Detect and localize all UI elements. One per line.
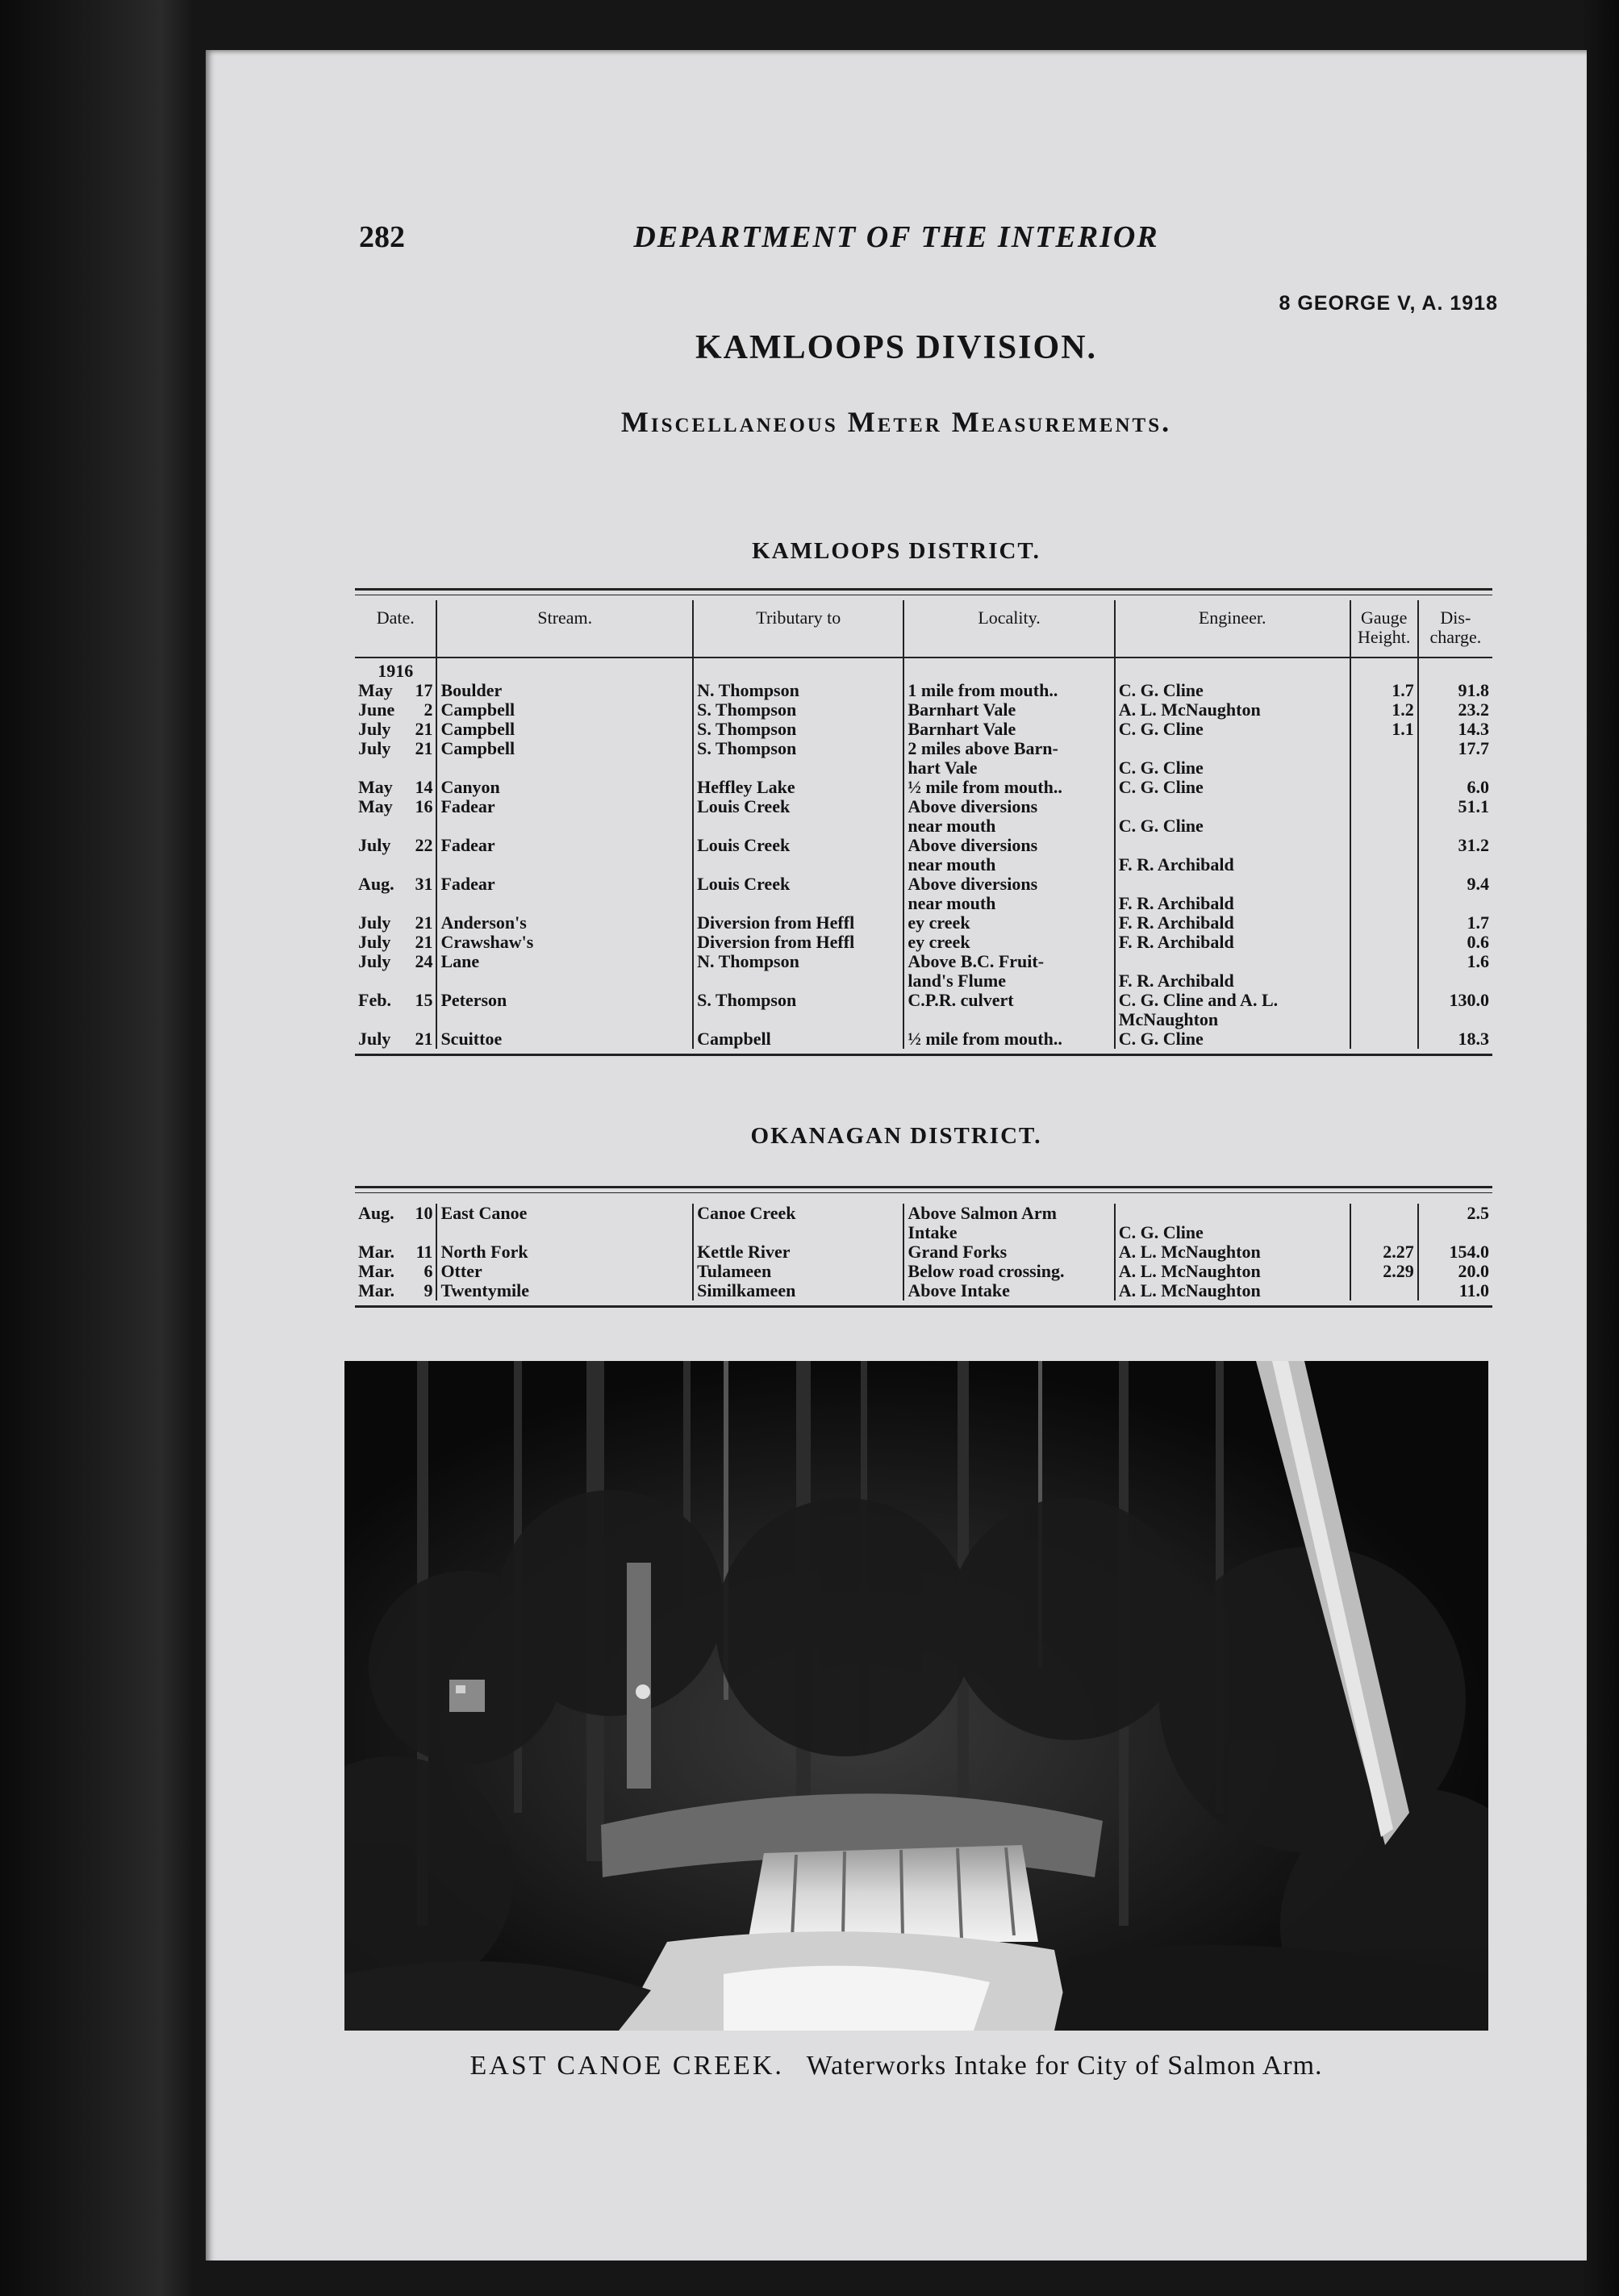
kamloops.rows.7.locality-line: Above diversions <box>908 874 1038 894</box>
kamloops.rows.3.locality-line: 2 miles above Barn- <box>908 738 1058 758</box>
column-header-date: Date. <box>355 600 436 657</box>
discharge-value: 130.0 <box>1418 991 1492 1029</box>
kamloops.rows.10.locality-line: Above B.C. Fruit- <box>908 951 1045 971</box>
gauge-height <box>1350 1029 1418 1049</box>
kamloops.rows.8.engineer-line: F. R. Archibald <box>1118 912 1234 933</box>
stream-name: East Canoe <box>436 1204 693 1242</box>
locality-cell <box>903 1029 1114 1049</box>
running-title: DEPARTMENT OF THE INTERIOR <box>633 220 1159 254</box>
locality-cell <box>903 797 1114 836</box>
kamloops-measurements-table <box>355 600 1492 1049</box>
date-month: Mar. <box>358 1242 395 1262</box>
measurement-row <box>355 700 1492 720</box>
measurement-row <box>355 1262 1492 1281</box>
date-day: 21 <box>415 932 433 952</box>
kamloops.rows.7.engineer-line <box>1119 875 1346 894</box>
measurement-row <box>355 739 1492 778</box>
tributary-to: S. Thompson <box>693 720 903 739</box>
engineer-cell <box>1115 1262 1350 1281</box>
tributary-to: Louis Creek <box>693 875 903 913</box>
stream-name: Fadear <box>436 836 693 875</box>
year-row <box>355 657 1492 681</box>
date-month: July <box>358 951 391 971</box>
tributary-to: Kettle River <box>693 1242 903 1262</box>
kamloops.rows.12.engineer-line: C. G. Cline <box>1118 1029 1204 1049</box>
locality-cell <box>903 681 1114 700</box>
locality-cell <box>903 1262 1114 1281</box>
date-month: July <box>358 835 391 855</box>
kamloops.rows.6.engineer-line <box>1119 836 1346 855</box>
locality-cell <box>903 1242 1114 1262</box>
date-day: 2 <box>424 699 433 720</box>
date-day: 10 <box>415 1203 433 1223</box>
discharge-value: 1.7 <box>1418 913 1492 933</box>
date-month: July <box>358 738 391 758</box>
gauge-height: 2.29 <box>1350 1262 1418 1281</box>
gauge-height <box>1350 797 1418 836</box>
date-month: July <box>358 719 391 739</box>
kamloops.rows.5.locality-line: Above diversions <box>908 796 1038 816</box>
tributary-to: S. Thompson <box>693 991 903 1029</box>
engineer-cell <box>1115 720 1350 739</box>
gauge-height <box>1350 952 1418 991</box>
date-month: Feb. <box>358 990 391 1010</box>
stream-name: Campbell <box>436 739 693 778</box>
kamloops.rows.7.engineer-line: F. R. Archibald <box>1118 893 1234 913</box>
document-page <box>206 50 1587 2261</box>
kamloops.rows.3.locality-line: hart Vale <box>908 758 978 778</box>
photograph-east-canoe-creek <box>344 1361 1488 2031</box>
year-label: 1916 <box>378 661 414 681</box>
okanagan-top-rule-thin <box>355 1192 1492 1193</box>
caption-text: Waterworks Intake for City of Salmon Arm. <box>806 2051 1323 2081</box>
tributary-to: Louis Creek <box>693 836 903 875</box>
date-month: July <box>358 912 391 933</box>
engineer-cell <box>1115 700 1350 720</box>
discharge-value: 17.7 <box>1418 739 1492 778</box>
kamloops-bottom-rule <box>355 1054 1492 1056</box>
measurement-row <box>355 1029 1492 1049</box>
table-header-row <box>355 600 1492 657</box>
measurement-row <box>355 1242 1492 1262</box>
date-month: May <box>358 777 393 797</box>
date-day: 21 <box>415 738 433 758</box>
kamloops.rows.2.locality-line: Barnhart Vale <box>908 719 1016 739</box>
okanagan-district-heading: OKANAGAN DISTRICT. <box>750 1123 1042 1149</box>
kamloops.rows.2.engineer-line: C. G. Cline <box>1118 719 1204 739</box>
engineer-cell <box>1115 952 1350 991</box>
kamloops.rows.5.locality-line: near mouth <box>908 816 996 836</box>
stream-name: Twentymile <box>436 1281 693 1300</box>
page-number: 282 <box>359 220 405 254</box>
discharge-value: 1.6 <box>1418 952 1492 991</box>
okanagan.rows.2.engineer-line: A. L. McNaughton <box>1118 1261 1261 1281</box>
stream-name: Scuittoe <box>436 1029 693 1049</box>
okanagan.rows.0.locality-line: Above Salmon Arm <box>908 1203 1057 1223</box>
kamloops.rows.10.locality-line: land's Flume <box>908 971 1007 991</box>
engineer-cell <box>1115 875 1350 913</box>
date-month: July <box>358 932 391 952</box>
date-day: 6 <box>424 1261 433 1281</box>
stream-name: Crawshaw's <box>436 933 693 952</box>
kamloops.rows.0.locality-line: 1 mile from mouth.. <box>908 680 1058 700</box>
table-subtitle: Miscellaneous Meter Measurements. <box>620 406 1172 438</box>
kamloops.rows.11.locality-line: C.P.R. culvert <box>908 990 1014 1010</box>
date-month: May <box>358 680 393 700</box>
measurement-row <box>355 933 1492 952</box>
date-month: Aug. <box>358 1203 394 1223</box>
date-day: 21 <box>415 912 433 933</box>
engineer-cell <box>1115 1029 1350 1049</box>
discharge-value: 18.3 <box>1418 1029 1492 1049</box>
kamloops.rows.0.engineer-line: C. G. Cline <box>1118 680 1204 700</box>
kamloops.rows.7.locality-line: near mouth <box>908 893 996 913</box>
stream-name: Campbell <box>436 720 693 739</box>
tributary-to: S. Thompson <box>693 739 903 778</box>
discharge-value: 154.0 <box>1418 1242 1492 1262</box>
gauge-height <box>1350 913 1418 933</box>
okanagan.rows.3.engineer-line: A. L. McNaughton <box>1118 1280 1261 1300</box>
engineer-cell <box>1115 913 1350 933</box>
measurement-row <box>355 1204 1492 1242</box>
gauge-height <box>1350 739 1418 778</box>
discharge-value: 6.0 <box>1418 778 1492 797</box>
date-day: 21 <box>415 719 433 739</box>
okanagan.rows.1.engineer-line: A. L. McNaughton <box>1118 1242 1261 1262</box>
column-header-discharge: Dis- charge. <box>1418 600 1492 657</box>
gauge-height: 2.27 <box>1350 1242 1418 1262</box>
stream-name: Lane <box>436 952 693 991</box>
measurement-row <box>355 875 1492 913</box>
kamloops.rows.3.engineer-line <box>1119 739 1346 758</box>
tributary-to: N. Thompson <box>693 952 903 991</box>
locality-cell <box>903 991 1114 1029</box>
kamloops.rows.5.engineer-line <box>1119 797 1346 816</box>
measurement-row <box>355 720 1492 739</box>
date-month: Aug. <box>358 874 394 894</box>
date-day: 9 <box>424 1280 433 1300</box>
kamloops.rows.3.engineer-line: C. G. Cline <box>1118 758 1204 778</box>
discharge-value: 51.1 <box>1418 797 1492 836</box>
kamloops.rows.10.engineer-line <box>1119 952 1346 971</box>
column-header-locality: Locality. <box>903 600 1114 657</box>
discharge-value: 2.5 <box>1418 1204 1492 1242</box>
gauge-height <box>1350 778 1418 797</box>
kamloops.rows.9.locality-line: ey creek <box>908 932 970 952</box>
okanagan.rows.2.locality-line: Below road crossing. <box>908 1261 1065 1281</box>
kamloops.rows.9.engineer-line: F. R. Archibald <box>1118 932 1234 952</box>
okanagan-bottom-rule <box>355 1305 1492 1308</box>
discharge-value: 0.6 <box>1418 933 1492 952</box>
locality-cell <box>903 778 1114 797</box>
date-month: June <box>358 699 395 720</box>
tributary-to: Similkameen <box>693 1281 903 1300</box>
column-header-stream: Stream. <box>436 600 693 657</box>
engineer-cell <box>1115 933 1350 952</box>
stream-name: Boulder <box>436 681 693 700</box>
date-day: 21 <box>415 1029 433 1049</box>
measurement-row <box>355 836 1492 875</box>
column-header-gauge-height: Gauge Height. <box>1350 600 1418 657</box>
stream-name: North Fork <box>436 1242 693 1262</box>
gauge-height: 1.1 <box>1350 720 1418 739</box>
column-header-engineer: Engineer. <box>1115 600 1350 657</box>
measurement-row <box>355 778 1492 797</box>
locality-cell <box>903 933 1114 952</box>
measurement-row <box>355 913 1492 933</box>
engineer-cell <box>1115 1281 1350 1300</box>
division-title: KAMLOOPS DIVISION. <box>695 329 1098 366</box>
engineer-cell <box>1115 1242 1350 1262</box>
discharge-value: 11.0 <box>1418 1281 1492 1300</box>
tributary-to: N. Thompson <box>693 681 903 700</box>
locality-cell <box>903 952 1114 991</box>
stream-name: Fadear <box>436 797 693 836</box>
date-day: 22 <box>415 835 433 855</box>
gauge-height <box>1350 1281 1418 1300</box>
tributary-to: Diversion from Heffl <box>693 933 903 952</box>
date-day: 24 <box>415 951 433 971</box>
okanagan.rows.1.locality-line: Grand Forks <box>908 1242 1008 1262</box>
gauge-height <box>1350 875 1418 913</box>
kamloops.rows.4.locality-line: ½ mile from mouth.. <box>908 777 1062 797</box>
measurement-row <box>355 797 1492 836</box>
kamloops-district-heading: KAMLOOPS DISTRICT. <box>752 538 1041 564</box>
stream-name: Canyon <box>436 778 693 797</box>
locality-cell <box>903 1204 1114 1242</box>
kamloops.rows.6.engineer-line: F. R. Archibald <box>1118 854 1234 875</box>
kamloops.rows.11.engineer-line: McNaughton <box>1118 1009 1219 1029</box>
okanagan.rows.0.engineer-line <box>1119 1204 1346 1223</box>
okanagan.rows.0.locality-line: Intake <box>908 1222 958 1242</box>
gauge-height: 1.2 <box>1350 700 1418 720</box>
measurement-row <box>355 1281 1492 1300</box>
measurement-row <box>355 681 1492 700</box>
kamloops.rows.6.locality-line: Above diversions <box>908 835 1038 855</box>
stream-name: Anderson's <box>436 913 693 933</box>
discharge-value: 31.2 <box>1418 836 1492 875</box>
locality-cell <box>903 875 1114 913</box>
locality-cell <box>903 720 1114 739</box>
tributary-to: S. Thompson <box>693 700 903 720</box>
column-header-tributary: Tributary to <box>693 600 903 657</box>
okanagan-measurements-table <box>355 1204 1492 1300</box>
discharge-value: 14.3 <box>1418 720 1492 739</box>
tributary-to: Diversion from Heffl <box>693 913 903 933</box>
waterfall-photo-illustration <box>344 1361 1488 2031</box>
tributary-to: Tulameen <box>693 1262 903 1281</box>
stream-name: Otter <box>436 1262 693 1281</box>
kamloops.rows.1.locality-line: Barnhart Vale <box>908 699 1016 720</box>
kamloops.rows.10.engineer-line: F. R. Archibald <box>1118 971 1234 991</box>
date-day: 14 <box>415 777 433 797</box>
gauge-height <box>1350 991 1418 1029</box>
gauge-height <box>1350 933 1418 952</box>
kamloops.rows.11.engineer-line: C. G. Cline and A. L. <box>1118 990 1279 1010</box>
date-month: Mar. <box>358 1261 395 1281</box>
caption-place: EAST CANOE CREEK. <box>469 2051 784 2081</box>
date-day: 11 <box>415 1242 433 1262</box>
stream-name: Campbell <box>436 700 693 720</box>
date-day: 15 <box>415 990 433 1010</box>
okanagan-top-rule <box>355 1186 1492 1188</box>
kamloops.rows.8.locality-line: ey creek <box>908 912 970 933</box>
date-day: 31 <box>415 874 433 894</box>
running-header <box>206 219 1587 268</box>
kamloops.rows.1.engineer-line: A. L. McNaughton <box>1118 699 1261 720</box>
tributary-to: Campbell <box>693 1029 903 1049</box>
okanagan.rows.3.locality-line: Above Intake <box>908 1280 1010 1300</box>
session-reference: 8 GEORGE V, A. 1918 <box>1279 292 1498 315</box>
stream-name: Fadear <box>436 875 693 913</box>
measurement-row <box>355 952 1492 991</box>
engineer-cell <box>1115 681 1350 700</box>
kamloops.rows.5.engineer-line: C. G. Cline <box>1118 816 1204 836</box>
engineer-cell <box>1115 739 1350 778</box>
locality-cell <box>903 836 1114 875</box>
tributary-to: Louis Creek <box>693 797 903 836</box>
date-day: 16 <box>415 796 433 816</box>
photo-caption <box>206 2051 1587 2081</box>
discharge-value: 23.2 <box>1418 700 1492 720</box>
engineer-cell <box>1115 991 1350 1029</box>
engineer-cell <box>1115 797 1350 836</box>
date-month: July <box>358 1029 391 1049</box>
locality-cell <box>903 913 1114 933</box>
date-day: 17 <box>415 680 433 700</box>
discharge-value: 20.0 <box>1418 1262 1492 1281</box>
engineer-cell <box>1115 1204 1350 1242</box>
locality-cell <box>903 739 1114 778</box>
kamloops-top-rule <box>355 588 1492 591</box>
gauge-height <box>1350 1204 1418 1242</box>
date-month: May <box>358 796 393 816</box>
gauge-height <box>1350 836 1418 875</box>
okanagan.rows.0.engineer-line: C. G. Cline <box>1118 1222 1204 1242</box>
engineer-cell <box>1115 836 1350 875</box>
discharge-value: 91.8 <box>1418 681 1492 700</box>
stream-name: Peterson <box>436 991 693 1029</box>
kamloops.rows.12.locality-line: ½ mile from mouth.. <box>908 1029 1062 1049</box>
date-month: Mar. <box>358 1280 395 1300</box>
kamloops.rows.4.engineer-line: C. G. Cline <box>1118 777 1204 797</box>
locality-cell <box>903 700 1114 720</box>
tributary-to: Heffley Lake <box>693 778 903 797</box>
locality-cell <box>903 1281 1114 1300</box>
kamloops.rows.6.locality-line: near mouth <box>908 854 996 875</box>
engineer-cell <box>1115 778 1350 797</box>
gauge-height: 1.7 <box>1350 681 1418 700</box>
measurement-row <box>355 991 1492 1029</box>
discharge-value: 9.4 <box>1418 875 1492 913</box>
tributary-to: Canoe Creek <box>693 1204 903 1242</box>
